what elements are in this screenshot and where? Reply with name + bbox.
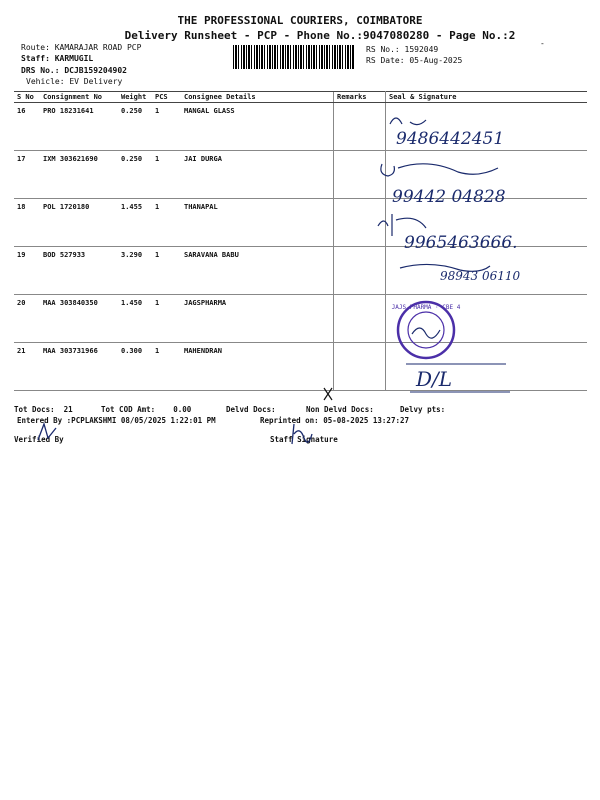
cell-signature bbox=[386, 247, 588, 295]
seal-stamp-text: JAJS PHARMA · CBE 4 bbox=[391, 304, 461, 311]
delivery-points: Delvy pts: bbox=[400, 405, 446, 414]
company-title: THE PROFESSIONAL COURIERS, COIMBATORE bbox=[177, 14, 423, 27]
handwritten-phone: 99442 04828 bbox=[392, 187, 506, 207]
cell-weight: 0.250 bbox=[118, 151, 152, 199]
rs-date: RS Date: 05-Aug-2025 bbox=[366, 56, 463, 65]
cell-sno: 19 bbox=[14, 247, 40, 295]
handwritten-dl: D/L bbox=[416, 367, 453, 391]
staff-label: Staff: KARMUGIL bbox=[21, 54, 94, 63]
table-row bbox=[14, 295, 587, 343]
cell-remarks bbox=[334, 343, 386, 391]
handwritten-phone: 9486442451 bbox=[396, 129, 505, 149]
cell-consignee: JAI DURGA bbox=[181, 151, 334, 199]
cell-consignee: THANAPAL bbox=[181, 199, 334, 247]
drs-number: DRS No.: DCJB159204902 bbox=[21, 66, 127, 75]
cell-sno: 20 bbox=[14, 295, 40, 343]
delivered-docs: Delvd Docs: bbox=[226, 405, 276, 414]
vehicle-label: Vehicle: EV Delivery bbox=[26, 77, 123, 86]
cell-weight: 1.455 bbox=[118, 199, 152, 247]
cell-consignment: IXM 303621690 bbox=[40, 151, 118, 199]
cell-consignee: MAHENDRAN bbox=[181, 343, 334, 391]
handwritten-phone: 98943 06110 bbox=[440, 269, 521, 283]
cell-remarks bbox=[334, 103, 386, 151]
cell-signature bbox=[386, 295, 588, 343]
total-docs: Tot Docs: 21 bbox=[14, 405, 73, 414]
cell-signature bbox=[386, 199, 588, 247]
cell-pcs: 1 bbox=[152, 199, 181, 247]
handwritten-phone: 9965463666. bbox=[404, 233, 518, 253]
barcode bbox=[233, 45, 355, 69]
table-row bbox=[14, 151, 587, 199]
cell-signature bbox=[386, 151, 588, 199]
total-cod: Tot COD Amt: 0.00 bbox=[101, 405, 192, 414]
table-row bbox=[14, 103, 587, 151]
cell-consignment: POL 1720180 bbox=[40, 199, 118, 247]
table-row bbox=[14, 247, 587, 295]
table-header-row bbox=[14, 92, 587, 103]
verified-by-label: Verified By bbox=[14, 435, 64, 444]
cell-remarks bbox=[334, 295, 386, 343]
cell-remarks bbox=[334, 151, 386, 199]
cell-sno: 16 bbox=[14, 103, 40, 151]
col-consignment: Consignment No bbox=[40, 92, 118, 103]
entered-by: Entered By :PCPLAKSHMI 08/05/2025 1:22:01 PM bbox=[17, 416, 216, 425]
runsheet-table bbox=[14, 91, 587, 391]
cell-consignment: BOD 527933 bbox=[40, 247, 118, 295]
col-pcs: PCS bbox=[152, 92, 181, 103]
mark-dot: - bbox=[540, 39, 545, 48]
cell-weight: 0.300 bbox=[118, 343, 152, 391]
staff-signature-label: Staff Signature bbox=[270, 435, 338, 444]
cell-signature bbox=[386, 343, 588, 391]
runsheet-title: Delivery Runsheet - PCP - Phone No.:9047080280 - Page No.:2 bbox=[124, 29, 516, 42]
col-weight: Weight bbox=[118, 92, 152, 103]
cell-pcs: 1 bbox=[152, 295, 181, 343]
cell-consignment: MAA 303731966 bbox=[40, 343, 118, 391]
cell-consignee: JAGSPHARMA bbox=[181, 295, 334, 343]
table-row bbox=[14, 199, 587, 247]
reprinted-on: Reprinted on: 05-08-2025 13:27:27 bbox=[260, 416, 410, 425]
col-remarks: Remarks bbox=[334, 92, 386, 103]
cell-signature bbox=[386, 103, 588, 151]
cell-pcs: 1 bbox=[152, 103, 181, 151]
cell-sno: 18 bbox=[14, 199, 40, 247]
table-row bbox=[14, 343, 587, 391]
non-delivered-docs: Non Delvd Docs: bbox=[306, 405, 374, 414]
route-label: Route: KAMARAJAR ROAD PCP bbox=[21, 43, 142, 52]
cell-pcs: 1 bbox=[152, 343, 181, 391]
rs-number: RS No.: 1592049 bbox=[366, 45, 439, 54]
cell-remarks bbox=[334, 199, 386, 247]
cell-consignment: PRO 18231641 bbox=[40, 103, 118, 151]
col-signature: Seal & Signature bbox=[386, 92, 588, 103]
cell-consignee: MANGAL GLASS bbox=[181, 103, 334, 151]
cell-remarks bbox=[334, 247, 386, 295]
cell-consignee: SARAVANA BABU bbox=[181, 247, 334, 295]
col-sno: S No bbox=[14, 92, 40, 103]
cell-weight: 3.290 bbox=[118, 247, 152, 295]
cell-pcs: 1 bbox=[152, 247, 181, 295]
cell-sno: 21 bbox=[14, 343, 40, 391]
cell-weight: 1.450 bbox=[118, 295, 152, 343]
col-consignee: Consignee Details bbox=[181, 92, 334, 103]
cell-consignment: MAA 303840350 bbox=[40, 295, 118, 343]
cell-pcs: 1 bbox=[152, 151, 181, 199]
cell-sno: 17 bbox=[14, 151, 40, 199]
cell-weight: 0.250 bbox=[118, 103, 152, 151]
